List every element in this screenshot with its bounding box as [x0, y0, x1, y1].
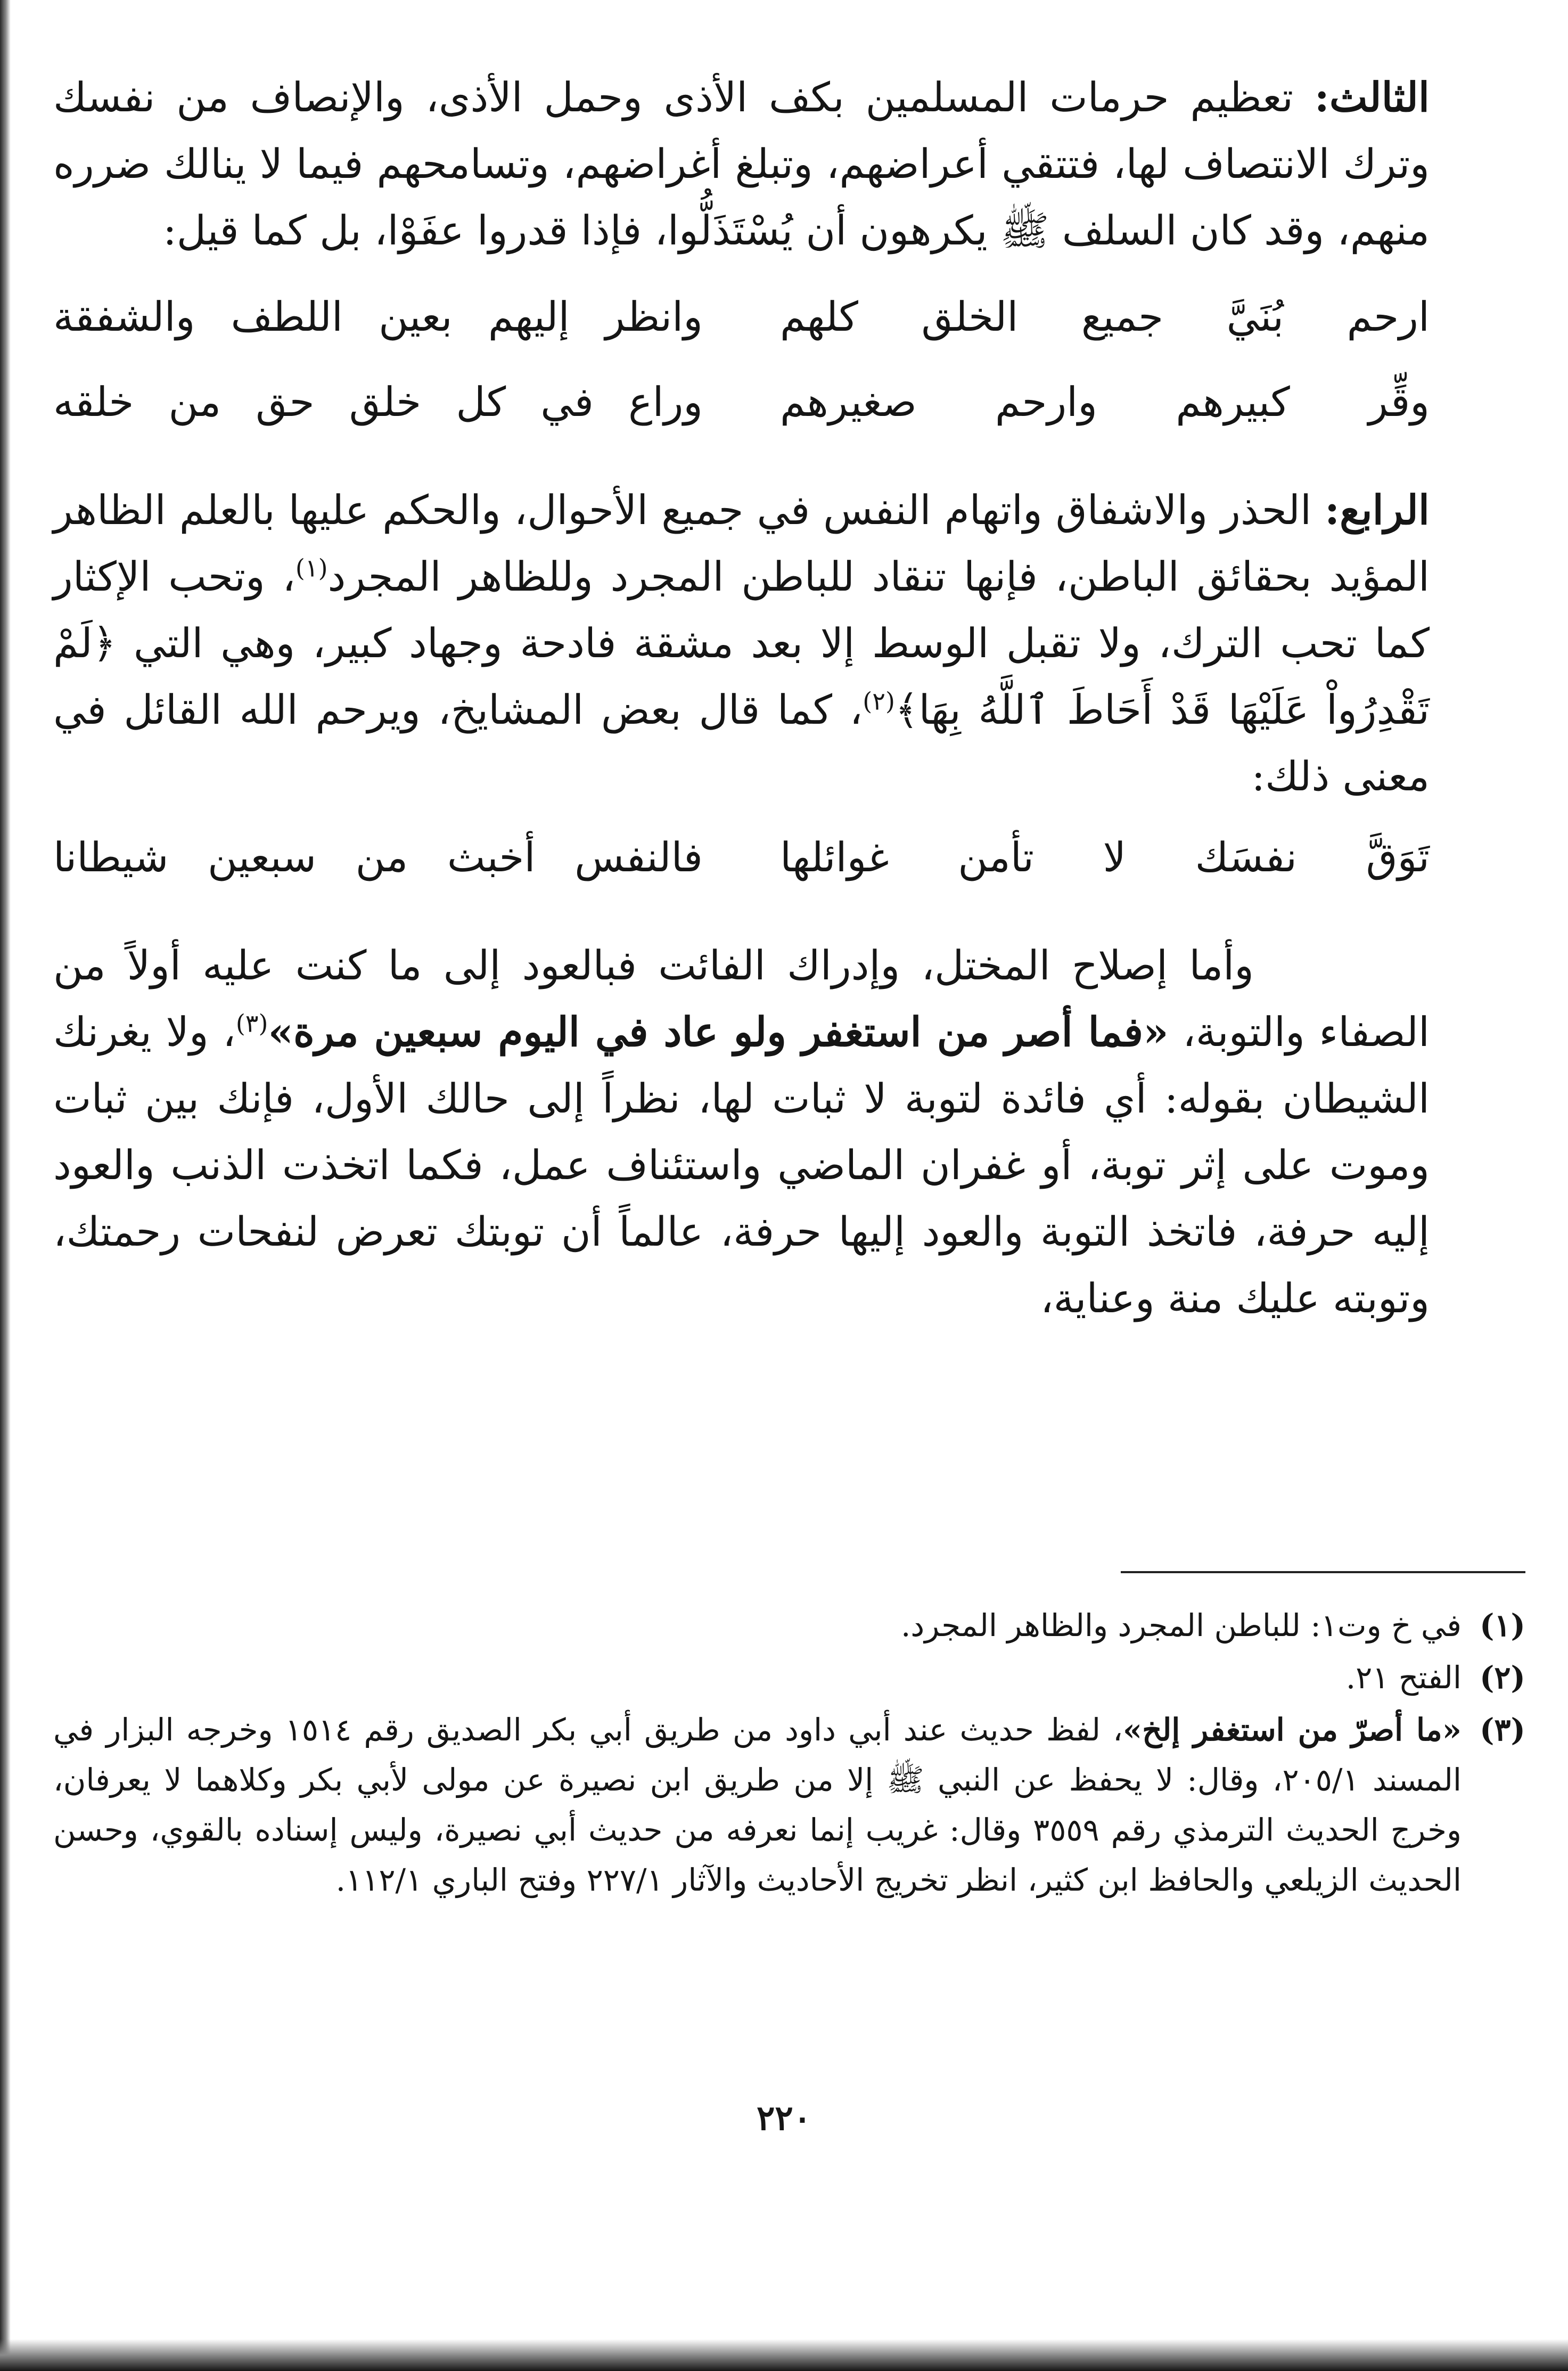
footnote-ref-3[interactable]: (٣)	[235, 1009, 268, 1038]
paragraph-repair-text-b: ، ولا يغرنك الشيطان بقوله: أي فائدة لتوبة لا ثبات لها، نظراً إلى حالك الأول، فإنك بين ثبات وموت على إثر توبة، أو غفران الماضي واستئناف عمل، فكما اتخذت الذنب والعود إليه حرفة، فاتخذ التوبة والعود إليها حرفة، عالماً أن توبتك تعرض لنفحات رحمتك، وتوبته عليك منة وعناية،	[53, 1008, 1430, 1322]
footnote-body: الفتح ٢١.	[1345, 1659, 1462, 1696]
poem-second	[53, 815, 1430, 900]
footnote-1	[53, 1600, 1525, 1650]
poem-second-verse-1	[53, 815, 1430, 900]
footnote-number: (٢)	[1479, 1659, 1525, 1696]
paragraph-fourth-text-c: ، كما قال بعض المشايخ، ويرحم الله القائل في معنى ذلك:	[53, 686, 1430, 800]
hadith-quote: «فما أصر من استغفر ولو عاد في اليوم سبعين مرة»	[268, 1008, 1169, 1056]
footnote-number: (٣)	[1479, 1712, 1525, 1748]
verse-second-hemistich: فالنفس أخبث من سبعين شيطانا	[53, 833, 703, 881]
verse-second-hemistich: وانظر إليهم بعين اللطف والشفقة	[53, 293, 703, 340]
poem-first-verse-2	[53, 359, 1430, 445]
verse-first-hemistich: ارحم بُنَيَّ جميع الخلق كلهم	[780, 293, 1430, 340]
paragraph-third-text: تعظيم حرمات المسلمين بكف الأذى وحمل الأذى، والإنصاف من نفسك وترك الانتصاف لها، فتتقي أعراضهم، وتبلغ أغراضهم، وتسامحهم فيما لا ينالك ضرره منهم، وقد كان السلف ﷺ يكرهون أن يُسْتَذَلُّوا، فإذا قدروا عفَوْا، بل كما قيل:	[53, 73, 1430, 254]
footnote-3	[53, 1705, 1525, 1905]
paragraph-third	[53, 64, 1430, 264]
footnote-text	[53, 1653, 1462, 1703]
verse-second-hemistich: وراع في كل خلق حق من خلقه	[53, 378, 703, 426]
paragraph-repair	[53, 932, 1430, 1331]
footnote-text	[53, 1705, 1462, 1905]
footnote-body: ، لفظ حديث عند أبي داود من طريق أبي بكر الصديق رقم ١٥١٤ وخرجه البزار في المسند ٢٠٥/١، وقال: لا يحفظ عن النبي ﷺ إلا من طريق ابن نصيرة عن مولى لأبي بكر وكلاهما لا يعرفان، وخرج الحديث الترمذي رقم ٣٥٥٩ وقال: غريب إنما نعرفه من حديث أبي نصيرة، وليس إسناده بالقوي، وحسن الحديث الزيلعي والحافظ ابن كثير، انظر تخريج الأحاديث والآثار ٢٢٧/١ وفتح الباري ١١٢/١.	[53, 1712, 1462, 1898]
footnote-number: (١)	[1479, 1607, 1525, 1644]
verse-first-hemistich: وقِّر كبيرهم وارحم صغيرهم	[780, 378, 1430, 426]
footnote-quoted-title: «ما أصرّ من استغفر إلخ»	[1122, 1712, 1462, 1748]
poem-first-verse-1	[53, 274, 1430, 359]
footnote-divider	[1121, 1571, 1525, 1573]
paragraph-fourth-heading: الرابع:	[1325, 486, 1430, 534]
poem-first	[53, 274, 1430, 445]
scan-edge-left	[0, 0, 11, 2371]
footnote-2	[53, 1653, 1525, 1703]
footnote-ref-1[interactable]: (١)	[295, 553, 328, 583]
paragraph-third-heading: الثالث:	[1314, 73, 1430, 121]
verse-first-hemistich: تَوَقَّ نفسَك لا تأمن غوائلها	[780, 833, 1430, 881]
paragraph-fourth-text-b: ، وتحب الإكثار كما تحب الترك، ولا تقبل الوسط إلا بعد مشقة فادحة وجهاد كبير، وهي التي ﴿لَمْ تَقْدِرُواْ عَلَيْهَا قَدْ أَحَاطَ ٱللَّهُ بِهَا﴾	[53, 553, 1430, 733]
scan-edge-bottom	[0, 2339, 1568, 2371]
paragraph-repair-text-a: وأما إصلاح المختل، وإدراك الفائت فبالعود إلى ما كنت عليه أولاً من الصفاء والتوبة،	[53, 942, 1430, 1056]
paragraph-fourth-text-a: الحذر والاشفاق واتهام النفس في جميع الأحوال، والحكم عليها بالعلم الظاهر المؤيد بحقائق الباطن، فإنها تنقاد للباطن المجرد وللظاهر المجرد	[53, 486, 1430, 600]
page-number: ٢٢٠	[756, 2098, 812, 2138]
footnote-ref-2[interactable]: (٢)	[863, 686, 895, 716]
page-body	[53, 64, 1430, 1331]
footnotes	[53, 1600, 1525, 1907]
paragraph-fourth	[53, 477, 1430, 810]
footnote-text	[53, 1600, 1462, 1650]
footnote-body: في خ وت١: للباطن المجرد والظاهر المجرد.	[900, 1607, 1462, 1644]
